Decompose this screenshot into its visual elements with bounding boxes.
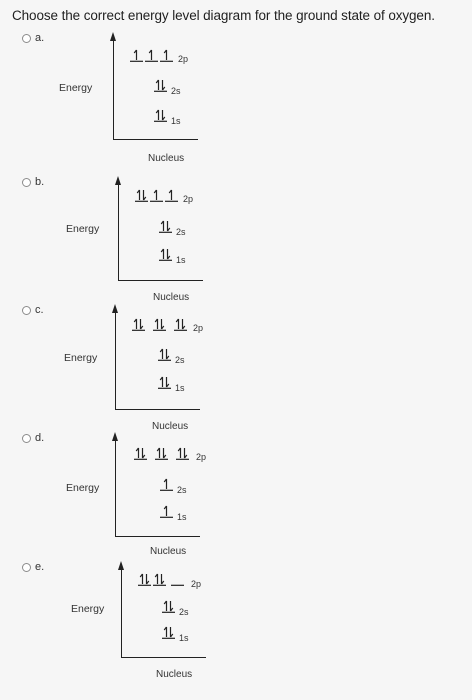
option-a-letter: a.: [35, 32, 45, 44]
diagram-b-energy-label: Energy: [66, 223, 100, 235]
diagram-e-baseline: [121, 657, 206, 658]
option-e-radio-wrap[interactable]: [22, 561, 44, 573]
b-1s-label: 1s: [176, 255, 186, 265]
option-c-radio-wrap[interactable]: [22, 304, 44, 316]
question-text: Choose the correct energy level diagram for the ground state of oxygen.: [12, 8, 435, 23]
diagram-a-nucleus-label: Nucleus: [148, 153, 185, 164]
c-2p-orbital-2: [152, 317, 167, 331]
c-2p-label: 2p: [193, 323, 204, 333]
d-2s-label: 2s: [177, 485, 187, 495]
d-2p-orbital-3: [175, 446, 190, 460]
c-1s-orbital-1: [157, 375, 172, 389]
a-2p-orbital-2: [144, 48, 159, 62]
e-1s-orbital-1: [161, 625, 176, 639]
diagram-d-baseline: [115, 536, 200, 537]
a-2s-orbital-1: [153, 78, 168, 92]
a-2p-orbital-3: [159, 48, 174, 62]
c-2p-orbital-3: [173, 317, 188, 331]
option-d-radio-wrap[interactable]: [22, 432, 44, 444]
diagram-c-nucleus-label: Nucleus: [152, 421, 189, 432]
diagram-b-baseline: [118, 280, 203, 281]
d-1s-orbital-1: [159, 504, 174, 518]
diagram-c: [64, 304, 225, 439]
diagram-e-axis: [121, 569, 122, 658]
diagram-a-baseline: [113, 139, 198, 140]
diagram-d: [66, 432, 225, 567]
diagram-c-baseline: [115, 409, 200, 410]
e-2p-label: 2p: [191, 579, 202, 589]
c-2s-label: 2s: [175, 355, 185, 365]
diagram-a-axis: [113, 40, 114, 140]
a-2s-label: 2s: [171, 86, 181, 96]
option-b-radio[interactable]: [22, 178, 31, 187]
diagram-a-energy-label: Energy: [59, 82, 93, 94]
option-e-letter: e.: [35, 561, 45, 573]
b-2p-orbital-1: [134, 188, 149, 202]
diagram-b-axis: [118, 184, 119, 281]
e-2s-orbital-1: [161, 599, 176, 613]
d-2p-orbital-1: [133, 446, 148, 460]
option-c-radio[interactable]: [22, 306, 31, 315]
diagram-c-energy-label: Energy: [64, 352, 98, 364]
c-2s-orbital-1: [157, 347, 172, 361]
a-2p-orbital-1: [129, 48, 144, 62]
diagram-b-nucleus-label: Nucleus: [153, 292, 190, 303]
e-2s-label: 2s: [179, 607, 189, 617]
diagram-c-axis: [115, 312, 116, 410]
diagram-d-energy-label: Energy: [66, 482, 100, 494]
diagram-a: [59, 32, 223, 172]
option-a-radio-wrap[interactable]: [22, 32, 44, 44]
b-1s-orbital-1: [158, 247, 173, 261]
c-1s-label: 1s: [175, 383, 185, 393]
d-2s-orbital-1: [159, 477, 174, 491]
option-b: [0, 176, 472, 311]
option-c: [0, 304, 472, 439]
option-b-letter: b.: [35, 176, 45, 188]
option-d-radio[interactable]: [22, 434, 31, 443]
diagram-d-nucleus-label: Nucleus: [150, 546, 187, 557]
option-a-radio[interactable]: [22, 34, 31, 43]
e-2p-orbital-3: [170, 572, 185, 586]
diagram-d-axis: [115, 440, 116, 537]
b-2s-label: 2s: [176, 227, 186, 237]
option-a: [0, 32, 472, 172]
option-d-letter: d.: [35, 432, 45, 444]
diagram-b: [66, 176, 228, 311]
diagram-e-energy-label: Energy: [71, 603, 105, 615]
e-2p-orbital-1: [137, 572, 152, 586]
a-1s-label: 1s: [171, 116, 181, 126]
a-2p-label: 2p: [178, 54, 189, 64]
c-2p-orbital-1: [131, 317, 146, 331]
b-2s-orbital-1: [158, 219, 173, 233]
option-c-letter: c.: [35, 304, 44, 316]
d-2p-orbital-2: [154, 446, 169, 460]
option-d: [0, 432, 472, 567]
b-2p-orbital-3: [164, 188, 179, 202]
diagram-e-nucleus-label: Nucleus: [156, 669, 193, 680]
a-1s-orbital-1: [153, 108, 168, 122]
option-b-radio-wrap[interactable]: [22, 176, 44, 188]
d-2p-label: 2p: [196, 452, 207, 462]
d-1s-label: 1s: [177, 512, 187, 522]
diagram-e: [71, 561, 231, 696]
b-2p-orbital-2: [149, 188, 164, 202]
e-2p-orbital-2: [152, 572, 167, 586]
e-1s-label: 1s: [179, 633, 189, 643]
option-e-radio[interactable]: [22, 563, 31, 572]
b-2p-label: 2p: [183, 194, 194, 204]
option-e: [0, 561, 472, 696]
